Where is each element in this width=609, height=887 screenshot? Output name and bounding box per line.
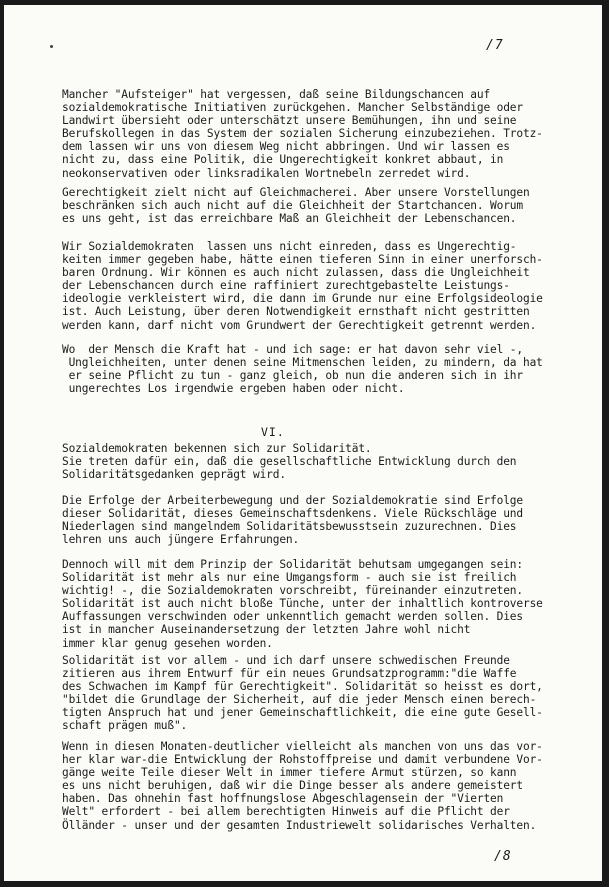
paragraph-7: Dennoch will mit dem Prinzip der Solidarität behutsam umgegangen sein: Solidarität ist mehr als nur eine Umgangsform - auch sie ist freilich wichtig! -, die Sozialdemokraten vorschreibt, füreinander einzutreten. Solidarität ist auch nicht bloße Tünche, unter der inhaltlich kontroverse Auffassungen verschwinden oder unkenntlich gemacht werden sollen. Dies ist in mancher Auseinandersetzung der letzten Jahre wohl nicht immer klar genug gesehen worden. [62,558,543,650]
paragraph-5: Sozialdemokraten bekennen sich zur Solidarität. Sie treten dafür ein, daß die gesellschaftliche Entwicklung durch den Solidaritätsgedanken geprägt wird. [62,442,517,482]
document-page [4,5,602,881]
paragraph-4: Wo der Mensch die Kraft hat - und ich sage: er hat davon sehr viel -, Ungleichheiten, unter denen seine Mitmenschen leiden, zu mindern, da hat er seine Pflicht zu tun - ganz gleich, ob nun die anderen sich in ihr ungerechtes Los irgendwie ergeben haben oder nicht. [62,343,543,396]
page-number-top: /7 [486,38,504,53]
paragraph-3: Wir Sozialdemokraten lassen uns nicht einreden, dass es Ungerechtig- keiten immer gegeben habe, hätte einen tieferen Sinn in einer unerforsch- baren Ordnung. Wir können es auch nicht zulassen, dass die Ungleichheit der Lebenschancen durch eine raffiniert zurechtgebastelte Leistungs- ideologie verkleistert wird, die dann im Grunde nur eine Erfolgsideologie ist. Auch Leistung, über deren Notwendigkeit ernsthaft nicht gestritten werden kann, darf nicht vom Grundwert der Gerechtigkeit getrennt werden. [62,240,543,332]
page-number-bottom: /8 [494,849,512,864]
section-heading: VI. [261,425,285,439]
paragraph-2: Gerechtigkeit zielt nicht auf Gleichmacherei. Aber unsere Vorstellungen beschränken sich auch nicht auf die Gleichheit der Startchancen. Worum es uns geht, ist das erreichbare Maß an Gleichheit der Lebenschancen. [62,186,530,226]
paragraph-6: Die Erfolge der Arbeiterbewegung und der Sozialdemokratie sind Erfolge dieser Solidarität, dieses Gemeinschaftsdenkens. Viele Rückschläge und Niederlagen sind mangelndem Solidaritätsbewusstsein zuzurechnen. Dies lehren uns auch jüngere Erfahrungen. [62,494,523,547]
paragraph-1: Mancher "Aufsteiger" hat vergessen, daß seine Bildungschancen auf sozialdemokratische Initiativen zurückgehen. Mancher Selbständige oder Landwirt übersieht oder unterschätzt unsere Bemühungen, ihn und seine Berufskollegen in das System der sozialen Sicherung einzubeziehen. Trotz- dem lassen wir uns von diesem Weg nicht abbringen. Und wir lassen es nicht zu, dass eine Politik, die Ungerechtigkeit konkret abbaut, in neokonservativen oder linksradikalen Wortnebeln zerredet wird. [62,88,543,180]
margin-dot [50,45,53,48]
paragraph-9: Wenn in diesen Monaten-deutlicher vielleicht als manchen von uns das vor- her klar war-die Entwicklung der Rohstoffpreise und damit verbundene Vor- gänge weite Teile dieser Welt in immer tiefere Armut stürzen, so kann es uns nicht beruhigen, daß wir die Dinge besser als andere gemeistert haben. Das ohnehin fast hoffnungslose Abgeschlagensein der "Vierten Welt" erfordert - bei allem berechtigten Hinweis auf die Pflicht der Ölländer - unser und der gesamten Industriewelt solidarisches Verhalten. [62,740,543,832]
paragraph-8: Solidarität ist vor allem - und ich darf unsere schwedischen Freunde zitieren aus ihrem Entwurf für ein neues Grundsatzprogramm:"die Waffe des Schwachen im Kampf für Gerechtigkeit". Solidarität so heisst es dort, "bildet die Grundlage der Sicherheit, auf die jeder Mensch einen berech- tigten Anspruch hat und jener Gemeinschaftlichkeit, die eine gute Gesell- schaft prägen muß". [62,654,543,733]
